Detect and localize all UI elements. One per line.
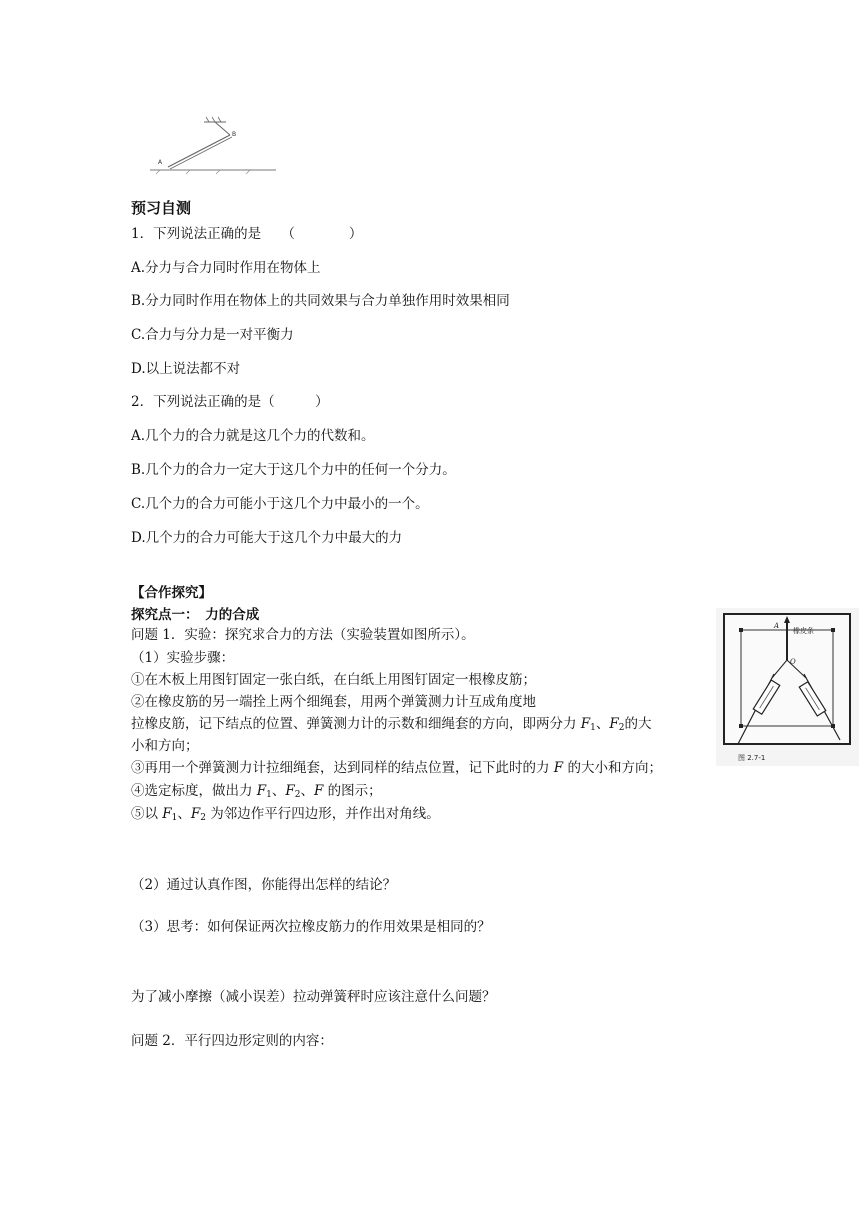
question-friction: 为了减小摩擦（减小误差）拉动弹簧秤时应该注意什么问题？ [131,989,496,1005]
step-1: ①在木板上用图钉固定一张白纸，在白纸上用图钉固定一根橡皮筋； [131,672,536,688]
rod-incline-figure [146,112,281,177]
fig2-label-o: O [790,658,796,666]
q2-option-b: B.几个力的合力一定大于这几个力中的任何一个分力。 [131,462,456,478]
question-think: （3）思考：如何保证两次拉橡皮筋力的作用效果是相同的？ [131,919,491,935]
q2-option-d: D.几个力的合力可能大于这几个力中最大的力 [131,530,403,546]
experiment-apparatus-figure [716,608,859,766]
problem-2: 问题 2．平行四边形定则的内容： [131,1033,333,1049]
problem-1: 问题 1．实验：探究求合力的方法（实验装置如图所示）。 [131,627,475,643]
step-5: ⑤以 $F_1$、$F_2$ 为邻边作平行四边形，并作出对角线。 [131,806,440,823]
q2-option-c: C.几个力的合力可能小于这几个力中最小的一个。 [131,496,429,512]
q1-option-d: D.以上说法都不对 [131,361,241,377]
fig2-label-a: A [774,622,780,630]
q1-option-c: C.合力与分力是一对平衡力 [131,327,294,343]
step-2-line-2: 拉橡皮筋，记下结点的位置、弹簧测力计的示数和细绳套的方向，即两分力 $F_1$、$F_2$的大 [131,716,652,733]
q1-stem: 1．下列说法正确的是 （ ） [131,226,363,242]
inquiry-point-1: 探究点一： 力的合成 [131,607,260,623]
q1-option-b: B.分力同时作用在物体上的共同效果与合力单独作用时效果相同 [131,293,510,309]
q2-option-a: A.几个力的合力就是这几个力的代数和。 [131,428,375,444]
fig2-caption: 图 2.7-1 [738,754,766,762]
step-3: ③再用一个弹簧测力计拉细绳套，达到同样的结点位置，记下此时的力 F 的大小和方向； [131,760,662,776]
q2-stem: 2．下列说法正确的是（ ） [131,394,329,410]
question-conclusion: （2）通过认真作图，你能得出怎样的结论？ [131,877,397,893]
preview-heading: 预习自测 [131,199,192,217]
step-2-line-3: 小和方向； [131,738,199,754]
q1-option-a: A.分力与合力同时作用在物体上 [131,260,321,276]
fig1-label-b: B [232,131,237,138]
fig2-label-rubber: 橡皮条 [793,627,814,635]
step-4: ④选定标度，做出力 $F_1$、$F_2$、F 的图示； [131,783,382,800]
coop-heading: 【合作探究】 [131,585,212,601]
step-2-line-1: ②在橡皮筋的另一端拴上两个细绳套，用两个弹簧测力计互成角度地 [131,694,536,710]
steps-title: （1）实验步骤： [131,650,235,666]
fig1-label-a: A [158,159,163,166]
